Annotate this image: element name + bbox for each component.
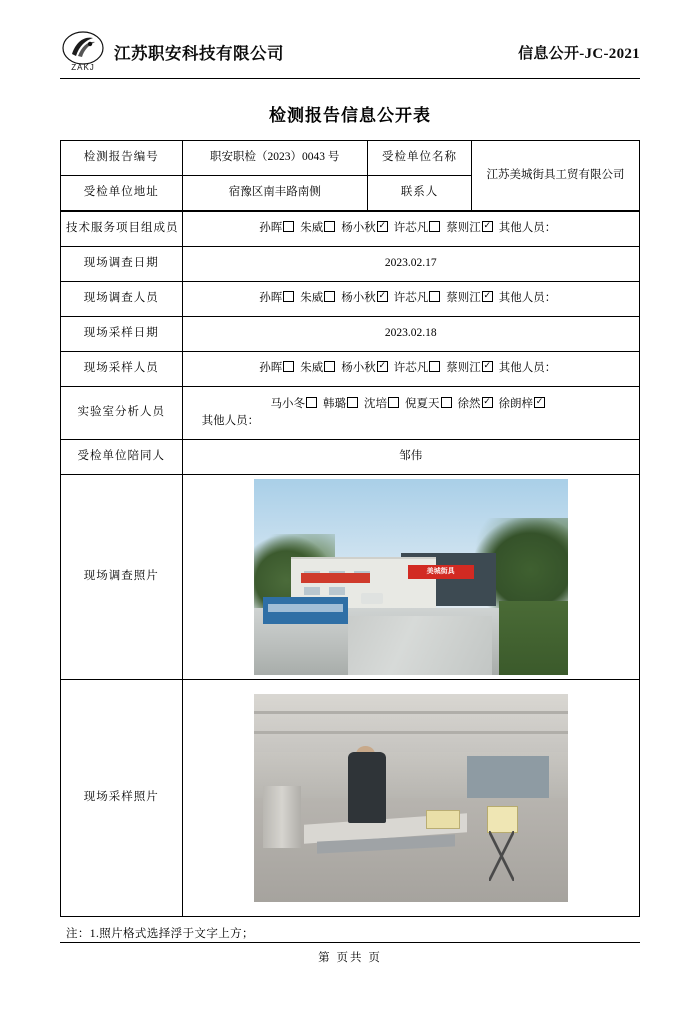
escort-label: 受检单位陪同人: [61, 440, 183, 475]
address-value: 宿豫区南丰路南侧: [182, 176, 367, 211]
survey-photo-cell: [182, 475, 639, 680]
staff-name: 倪夏天: [405, 397, 440, 410]
checkbox-checked-icon[interactable]: [482, 291, 493, 302]
staff-checkbox-list-lab: [188, 396, 634, 413]
staff-checkbox-item[interactable]: [405, 396, 452, 413]
checkbox-icon[interactable]: [429, 221, 440, 232]
staff-name: 朱威: [300, 362, 324, 375]
staff-checkbox-item[interactable]: [446, 290, 493, 307]
checkbox-icon[interactable]: [347, 397, 358, 408]
checkbox-checked-icon[interactable]: [377, 361, 388, 372]
client-label: 受检单位名称: [367, 141, 471, 176]
staff-name: 许芯凡: [393, 292, 429, 305]
photo2-ceiling: [254, 694, 568, 756]
other-staff-label: 其他人员：: [498, 362, 557, 375]
checkbox-checked-icon[interactable]: [377, 291, 388, 302]
photo-road-surface: [348, 616, 492, 675]
table-note: 注：1.照片格式选择浮于文字上方；: [66, 928, 254, 940]
staff-name: 徐朗梓: [498, 397, 534, 410]
staff-name: 马小冬: [270, 397, 306, 410]
photo2-door: [467, 756, 549, 798]
sampling-site-photo: [254, 694, 568, 902]
staff-name: 韩璐: [323, 397, 347, 410]
table-row: [61, 247, 640, 282]
address-label: 受检单位地址: [61, 176, 183, 211]
page-header: [60, 24, 640, 80]
checkbox-checked-icon[interactable]: [534, 397, 545, 408]
lab-other-label: 其他人员：: [201, 415, 260, 427]
photo-vehicle: [361, 593, 383, 605]
staff-checkbox-item[interactable]: [394, 290, 441, 307]
checkbox-checked-icon[interactable]: [482, 397, 493, 408]
report-no-value: 职安职检（2023）0043 号: [182, 141, 367, 176]
photo2-instrument: [487, 806, 517, 833]
staff-checkbox-item[interactable]: [259, 360, 294, 377]
contact-label: 联系人: [367, 176, 471, 211]
survey-staff-label: 现场调查人员: [61, 282, 183, 317]
checkbox-checked-icon[interactable]: [482, 221, 493, 232]
photo2-beam: [254, 711, 568, 714]
photo2-worker: [348, 752, 386, 823]
other-staff-label: 其他人员：: [498, 292, 557, 305]
photo-grass: [499, 601, 568, 675]
staff-checkbox-item[interactable]: [394, 220, 441, 237]
staff-checkbox-list-sampling: [188, 360, 634, 377]
photo-sign-text: 美城街具: [426, 567, 455, 576]
staff-checkbox-item[interactable]: [499, 396, 546, 413]
checkbox-icon[interactable]: [388, 397, 399, 408]
header-left: [60, 30, 284, 74]
staff-checkbox-item[interactable]: [259, 220, 294, 237]
staff-checkbox-item[interactable]: [341, 220, 388, 237]
staff-name: 孙晖: [259, 362, 283, 375]
checkbox-icon[interactable]: [283, 361, 294, 372]
lab-staff-value: [182, 387, 639, 440]
checkbox-checked-icon[interactable]: [482, 361, 493, 372]
staff-checkbox-list-survey: [188, 290, 634, 307]
staff-name: 许芯凡: [393, 362, 429, 375]
table-row-photo-sampling: [61, 680, 640, 917]
footer-divider: [60, 942, 640, 943]
staff-checkbox-item[interactable]: [271, 396, 318, 413]
table-row: [61, 141, 640, 176]
table-row: [61, 317, 640, 352]
staff-checkbox-item[interactable]: [446, 220, 493, 237]
sampling-date-label: 现场采样日期: [61, 317, 183, 352]
photo2-beam: [254, 731, 568, 734]
company-logo-icon: [60, 30, 106, 74]
staff-name: 沈培: [364, 397, 388, 410]
survey-photo-wrapper: [188, 479, 634, 675]
header-divider: [60, 78, 640, 79]
staff-name: 徐然: [457, 397, 481, 410]
escort-value: 邹伟: [182, 440, 639, 475]
tech-team-value: [182, 212, 639, 247]
table-row-photo-survey: [61, 475, 640, 680]
page-footer: [60, 942, 640, 965]
staff-name: 朱威: [300, 292, 324, 305]
staff-name: 蔡则江: [446, 292, 481, 305]
sampling-staff-value: [182, 352, 639, 387]
document-code: 信息公开-JC-2021: [518, 45, 640, 62]
sampling-date-value: 2023.02.18: [182, 317, 639, 352]
checkbox-icon[interactable]: [324, 361, 335, 372]
survey-photo-label: 现场调查照片: [61, 475, 183, 680]
svg-text:ZAKJ: ZAKJ: [71, 63, 95, 72]
staff-name: 孙晖: [259, 292, 283, 305]
page-title: 检测报告信息公开表: [269, 106, 431, 125]
staff-checkbox-item[interactable]: [364, 396, 399, 413]
staff-name: 杨小秋: [341, 362, 376, 375]
table-row: [61, 212, 640, 247]
table-row: [61, 282, 640, 317]
checkbox-icon[interactable]: [324, 221, 335, 232]
staff-name: 蔡则江: [446, 362, 481, 375]
photo2-floor: [254, 798, 568, 902]
survey-staff-value: [182, 282, 639, 317]
staff-checkbox-item[interactable]: [458, 396, 493, 413]
staff-checkbox-item[interactable]: [341, 290, 388, 307]
staff-checkbox-item[interactable]: [394, 360, 441, 377]
lab-staff-label: 实验室分析人员: [61, 387, 183, 440]
staff-name: 许芯凡: [393, 222, 429, 235]
staff-checkbox-item[interactable]: [341, 360, 388, 377]
staff-name: 朱威: [300, 222, 324, 235]
report-no-label: 检测报告编号: [61, 141, 183, 176]
photo2-sampler-box: [426, 810, 459, 829]
survey-date-label: 现场调查日期: [61, 247, 183, 282]
page-number: 第 页共 页: [318, 952, 382, 964]
document-page: [0, 24, 700, 1013]
client-value: 江苏美城街具工贸有限公司: [472, 141, 640, 211]
staff-checkbox-item[interactable]: [300, 220, 335, 237]
checkbox-icon[interactable]: [429, 361, 440, 372]
tech-team-label: 技术服务项目组成员: [61, 212, 183, 247]
checkbox-checked-icon[interactable]: [377, 221, 388, 232]
staff-checkbox-item[interactable]: [300, 290, 335, 307]
other-staff-label: 其他人员：: [498, 222, 557, 235]
survey-site-photo: [254, 479, 568, 675]
staff-checkbox-item[interactable]: [323, 396, 358, 413]
survey-date-value: 2023.02.17: [182, 247, 639, 282]
staff-checkbox-item[interactable]: [259, 290, 294, 307]
staff-name: 杨小秋: [341, 222, 376, 235]
photo2-panels: [263, 786, 301, 848]
sampling-photo-wrapper: [188, 694, 634, 902]
checkbox-icon[interactable]: [306, 397, 317, 408]
sampling-staff-label: 现场采样人员: [61, 352, 183, 387]
sampling-photo-cell: [182, 680, 639, 917]
staff-name: 杨小秋: [341, 292, 376, 305]
table-row: [61, 440, 640, 475]
staff-checkbox-item[interactable]: [446, 360, 493, 377]
staff-checkbox-list-tech: [188, 220, 634, 237]
photo-blue-sign: [263, 597, 348, 624]
checkbox-icon[interactable]: [283, 291, 294, 302]
photo-window: [329, 587, 345, 595]
checkbox-icon[interactable]: [429, 291, 440, 302]
staff-checkbox-item[interactable]: [300, 360, 335, 377]
photo-banner: [301, 573, 370, 583]
photo2-tripod: [489, 831, 514, 881]
company-name: 江苏职安科技有限公司: [114, 44, 284, 63]
photo-window: [304, 587, 320, 595]
table-row: [61, 352, 640, 387]
staff-name: 孙晖: [259, 222, 283, 235]
staff-name: 蔡则江: [446, 222, 481, 235]
info-table: [60, 140, 640, 917]
photo-factory-sign: [408, 565, 474, 579]
checkbox-icon[interactable]: [324, 291, 335, 302]
sampling-photo-label: 现场采样照片: [61, 680, 183, 917]
checkbox-icon[interactable]: [283, 221, 294, 232]
checkbox-icon[interactable]: [441, 397, 452, 408]
table-row: [61, 387, 640, 440]
